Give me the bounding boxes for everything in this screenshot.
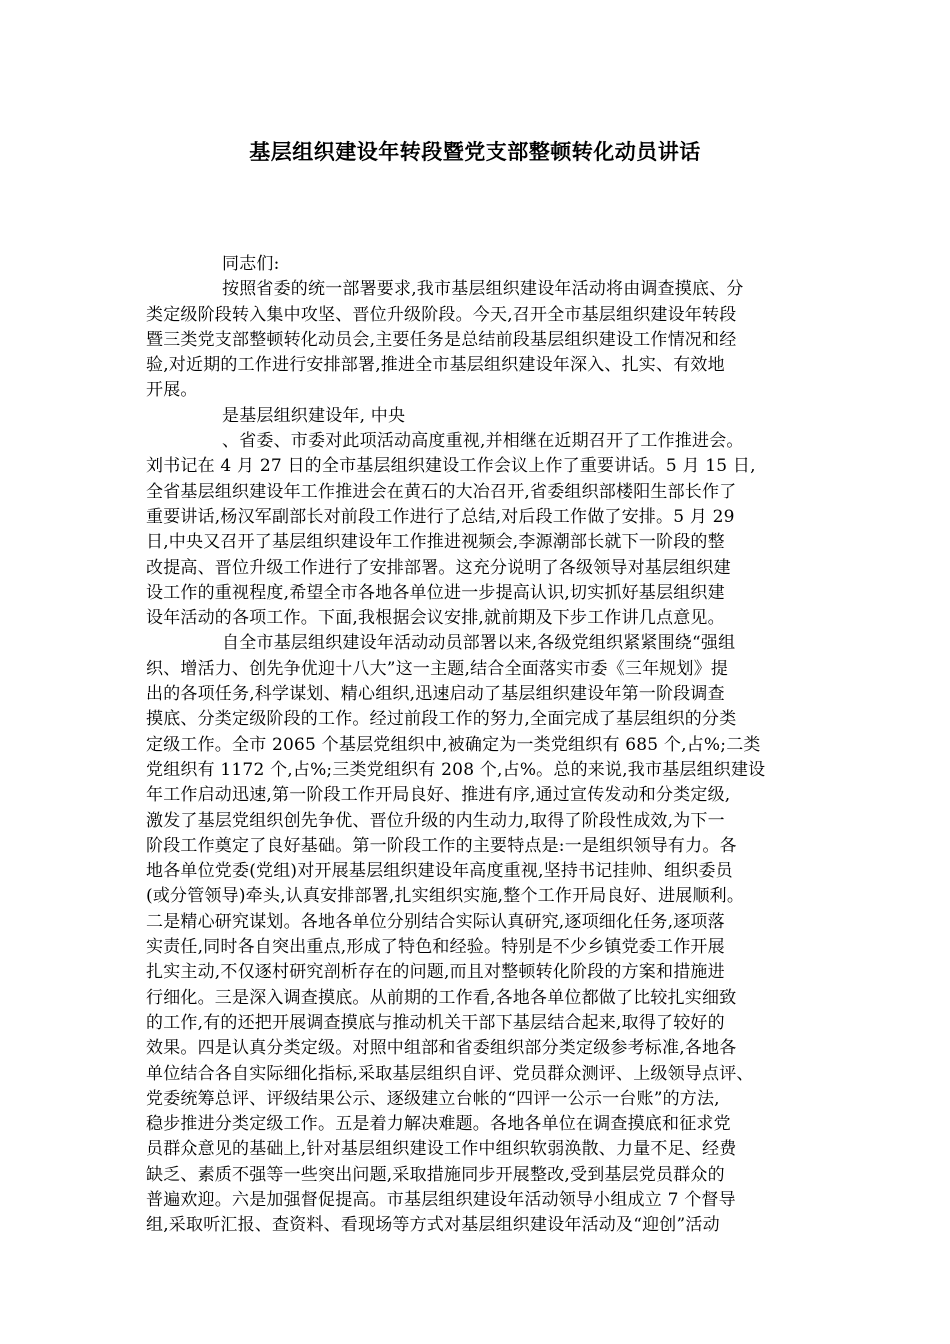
body-line: 缺乏、素质不强等一些突出问题,采取措施同步开展整改,受到基层党员群众的 xyxy=(146,1164,725,1185)
body-line: 是基层组织建设年, 中央 xyxy=(222,405,406,426)
body-line: 员群众意见的基础上,针对基层组织建设工作中组织软弱涣散、力量不足、经费 xyxy=(146,1139,737,1160)
body-line: 党委统筹总评、评级结果公示、逐级建立台帐的“四评一公示一台账”的方法, xyxy=(146,1088,720,1109)
body-line: 重要讲话,杨汉军副部长对前段工作进行了总结,对后段工作做了安排。5 月 29 xyxy=(146,506,735,527)
body-line: 日,中央又召开了基层组织建设年工作推进视频会,李源潮部长就下一阶段的整 xyxy=(146,532,725,553)
body-line: 按照省委的统一部署要求,我市基层组织建设年活动将由调查摸底、分 xyxy=(222,279,744,300)
body-line: 设工作的重视程度,希望全市各地各单位进一步提高认识,切实抓好基层组织建 xyxy=(146,582,725,603)
body-line: 同志们: xyxy=(222,254,280,274)
body-line: 实责任,同时各自突出重点,形成了特色和经验。特别是不少乡镇党委工作开展 xyxy=(146,937,725,958)
body-line: 类定级阶段转入集中攻坚、晋位升级阶段。今天,召开全市基层组织建设年转段 xyxy=(146,304,737,325)
body-line: 出的各项任务,科学谋划、精心组织,迅速启动了基层组织建设年第一阶段调查 xyxy=(146,684,725,705)
body-line: 二是精心研究谋划。各地各单位分别结合实际认真研究,逐项细化任务,逐项落 xyxy=(146,911,725,932)
document-body xyxy=(146,252,810,1239)
body-line: 、省委、市委对此项活动高度重视,并相继在近期召开了工作推进会。 xyxy=(222,431,744,452)
body-line: (或分管领导)牵头,认真安排部署,扎实组织实施,整个工作开局良好、进展顺利。 xyxy=(146,886,745,907)
body-line: 效果。四是认真分类定级。对照中组部和省委组织部分类定级参考标准,各地各 xyxy=(146,1038,737,1059)
body-line: 全省基层组织建设年工作推进会在黄石的大冶召开,省委组织部楼阳生部长作了 xyxy=(146,481,737,502)
body-line: 行细化。三是深入调查摸底。从前期的工作看,各地各单位都做了比较扎实细致 xyxy=(146,987,737,1008)
body-line: 组,采取听汇报、查资料、看现场等方式对基层组织建设年活动及“迎创”活动 xyxy=(146,1215,720,1236)
body-line: 激发了基层党组织创先争优、晋位升级的内生动力,取得了阶段性成效,为下一 xyxy=(146,810,725,831)
body-line: 稳步推进分类定级工作。五是着力解决难题。各地各单位在调查摸底和征求党 xyxy=(146,1114,731,1135)
body-line: 织、增活力、创先争优迎十八大”这一主题,结合全面落实市委《三年规划》提 xyxy=(146,658,729,679)
body-line: 年工作启动迅速,第一阶段工作开局良好、推进有序,通过宣传发动和分类定级, xyxy=(146,785,731,806)
body-line: 自全市基层组织建设年活动动员部署以来,各级党组织紧紧围绕“强组 xyxy=(222,633,736,654)
body-line: 设年活动的各项工作。下面,我根据会议安排,就前期及下步工作讲几点意见。 xyxy=(146,608,725,629)
body-line: 的工作,有的还把开展调查摸底与推动机关干部下基层结合起来,取得了较好的 xyxy=(146,1012,725,1033)
body-line: 定级工作。全市 2065 个基层党组织中,被确定为一类党组织有 685 个,占%;二类 xyxy=(146,734,761,755)
body-line: 阶段工作奠定了良好基础。第一阶段工作的主要特点是:一是组织领导有力。各 xyxy=(146,835,737,856)
body-line: 地各单位党委(党组)对开展基层组织建设年高度重视,坚持书记挂帅、组织委员 xyxy=(146,861,733,882)
body-line: 验,对近期的工作进行安排部署,推进全市基层组织建设年深入、扎实、有效地 xyxy=(146,355,725,376)
body-line: 党组织有 1172 个,占%;三类党组织有 208 个,占%。总的来说,我市基层组织建设 xyxy=(146,759,766,780)
body-line: 刘书记在 4 月 27 日的全市基层组织建设工作会议上作了重要讲话。5 月 15 日, xyxy=(146,456,756,477)
document-title: 基层组织建设年转段暨党支部整顿转化动员讲话 xyxy=(249,139,701,164)
body-line: 开展。 xyxy=(146,380,198,401)
body-line: 改提高、晋位升级工作进行了安排部署。这充分说明了各级领导对基层组织建 xyxy=(146,557,731,578)
body-line: 单位结合各自实际细化指标,采取基层组织自评、党员群众测评、上级领导点评、 xyxy=(146,1063,754,1084)
body-line: 暨三类党支部整顿转化动员会,主要任务是总结前段基层组织建设工作情况和经 xyxy=(146,329,737,350)
body-line: 普遍欢迎。六是加强督促提高。市基层组织建设年活动领导小组成立 7 个督导 xyxy=(146,1189,736,1210)
body-line: 扎实主动,不仅逐村研究剖析存在的问题,而且对整顿转化阶段的方案和措施进 xyxy=(146,962,725,983)
body-line: 摸底、分类定级阶段的工作。经过前段工作的努力,全面完成了基层组织的分类 xyxy=(146,709,737,730)
